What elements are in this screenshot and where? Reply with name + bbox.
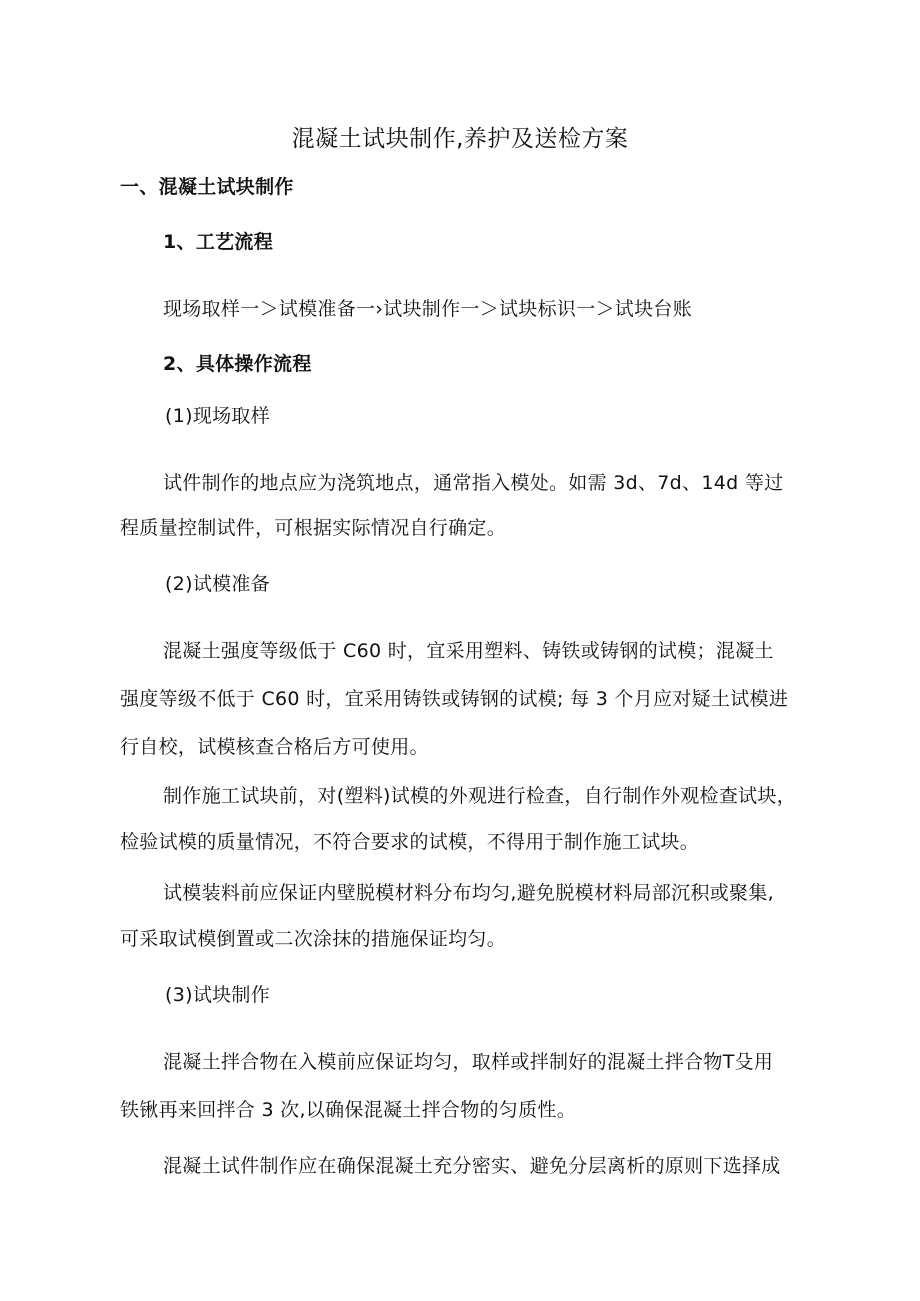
section-heading: 一、混凝土试块制作 (120, 176, 294, 198)
paragraph-line: 可采取试模倒置或二次涂抹的措施保证均匀。 (120, 928, 507, 950)
paragraph-line: 混凝土试件制作应在确保混凝土充分密实、避免分层离析的原则下选择成 (163, 1155, 781, 1177)
paragraph-line: 检验试模的质量情况，不符合要求的试模，不得用于制作施工试块。 (120, 831, 700, 853)
paragraph-line: 混凝土强度等级低于 C60 时，宜采用塑料、铸铁或铸钢的试模；混凝土 (163, 640, 774, 662)
paragraph-line: 强度等级不低于 C60 时，宜采用铸铁或铸钢的试模; 每 3 个月应对疑土试模进 (120, 688, 789, 710)
subsection-heading: 2、具体操作流程 (163, 353, 312, 375)
paragraph-line: 试模装料前应保证内壁脱模材料分布均匀,避免脱模材料局部沉积或聚集, (163, 882, 774, 904)
document-title: 混凝土试块制作,养护及送检方案 (291, 126, 629, 152)
paragraph-line: 制作施工试块前，对(塑料)试模的外观进行检查，自行制作外观检查试块， (163, 785, 797, 807)
paragraph-line: 程质量控制试件，可根据实际情况自行确定。 (120, 517, 507, 539)
process-flow-text: 现场取样一＞试模准备一›试块制作一＞试块标识一＞试块台账 (163, 298, 692, 320)
step-heading: (3)试块制作 (165, 984, 271, 1006)
paragraph-line: 试件制作的地点应为浇筑地点，通常指入模处。如需 3d、7d、14d 等过 (163, 472, 784, 494)
subsection-heading: 1、工艺流程 (163, 231, 274, 253)
paragraph-line: 行自校，试模核查合格后方可使用。 (120, 736, 429, 758)
paragraph-line: 混凝土拌合物在入模前应保证均匀，取样或拌制好的混凝土拌合物T殳用 (163, 1051, 774, 1073)
step-heading: (1)现场取样 (165, 405, 271, 427)
paragraph-line: 铁锹再来回拌合 3 次,以确保混凝土拌合物的匀质性。 (120, 1099, 577, 1121)
step-heading: (2)试模准备 (165, 573, 271, 595)
